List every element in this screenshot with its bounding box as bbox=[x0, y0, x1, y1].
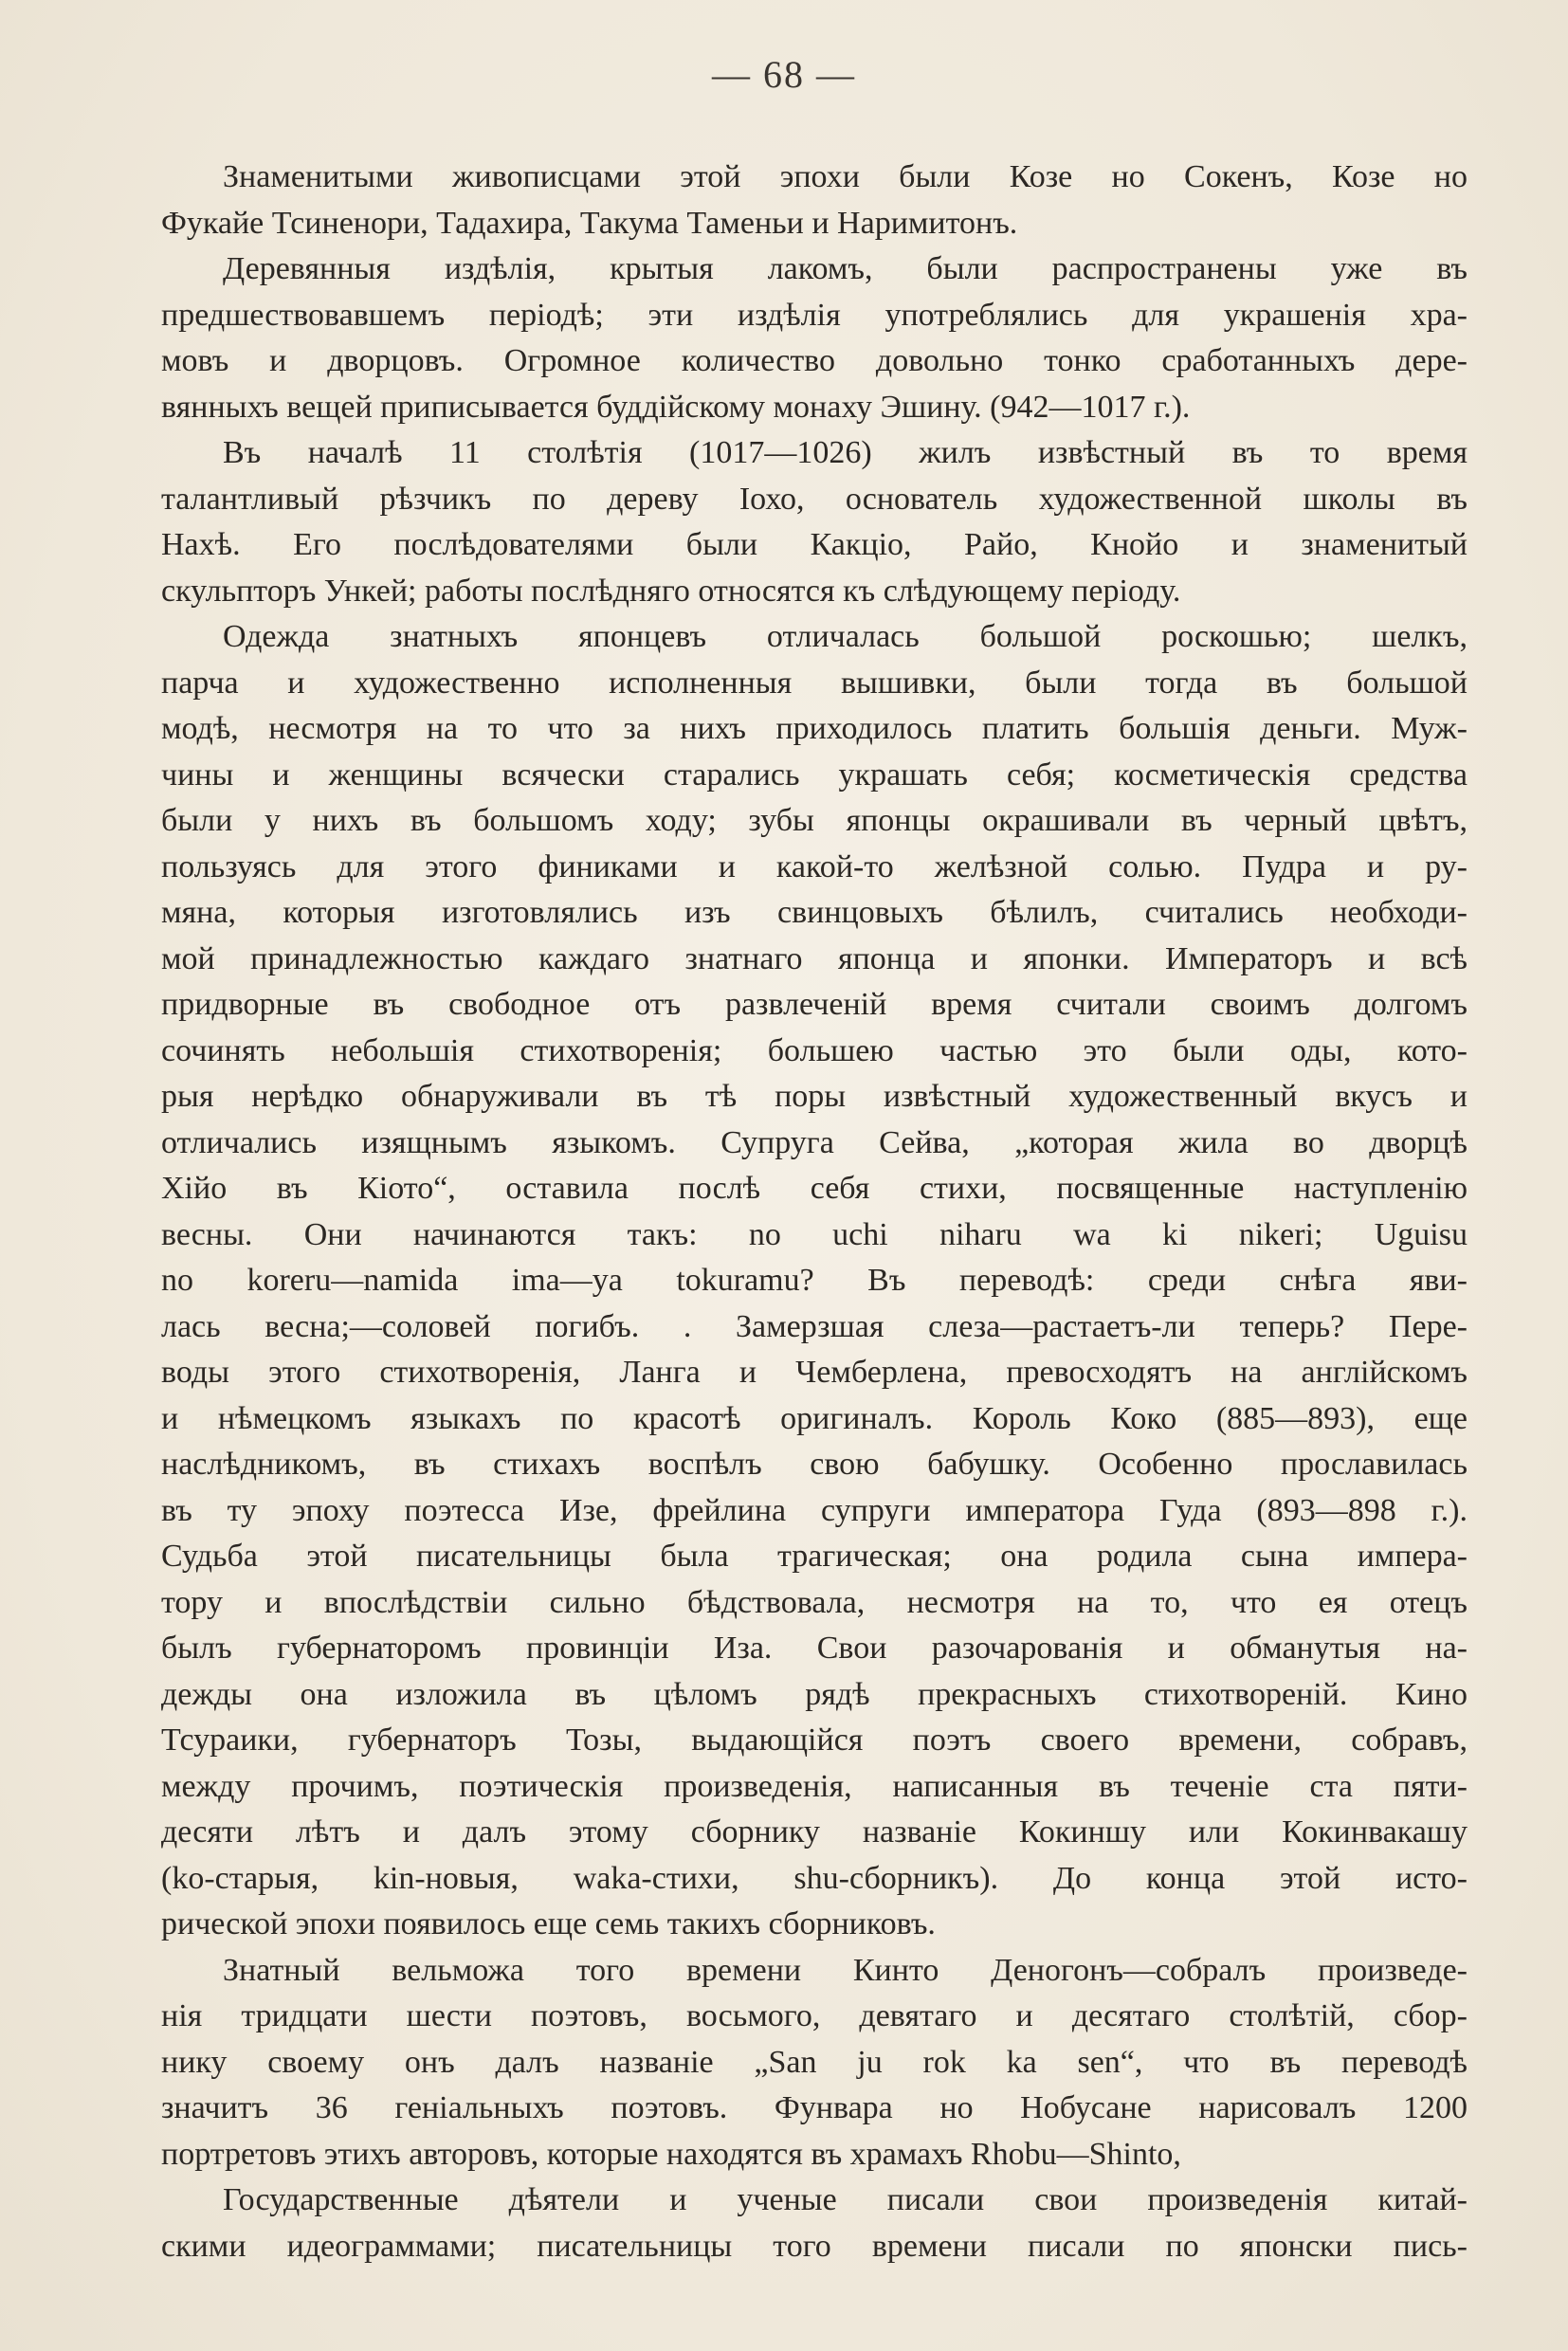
text-line: отличались изящнымъ языкомъ. Супруга Сейва, „которая жила во дворцѣ bbox=[161, 1124, 1468, 1160]
text-line: скими идеограммами; писательницы того времени писали по японски пись- bbox=[161, 2228, 1468, 2264]
body-text bbox=[161, 155, 1468, 2269]
text-line: были у нихъ въ большомъ ходу; зубы японцы окрашивали въ черный цвѣтъ, bbox=[161, 803, 1468, 838]
text-line: Въ началѣ 11 столѣтія (1017—1026) жилъ извѣстный въ то время bbox=[223, 435, 1468, 470]
text-line: Судьба этой писательницы была трагическая; она родила сына импера- bbox=[161, 1539, 1468, 1574]
text-line: весны. Они начинаются такъ: no uchi nihаru wa ki nikeri; Uguisu bbox=[161, 1216, 1468, 1252]
text-line: мовъ и дворцовъ. Огромное количество довольно тонко сработанныхъ дере- bbox=[161, 343, 1468, 378]
text-line: модѣ, несмотря на то что за нихъ приходилось платить большія деньги. Муж- bbox=[161, 711, 1468, 746]
text-line: вянныхъ вещей приписывается буддійскому монаху Эшину. (942—1017 г.). bbox=[161, 389, 1191, 425]
text-line: мяна, которыя изготовлялись изъ свинцовыхъ бѣлилъ, считались необходи- bbox=[161, 895, 1468, 930]
text-line: чины и женщины всячески старались украшать себя; косметическія средства bbox=[161, 756, 1468, 793]
text-line: рыя нерѣдко обнаруживали въ тѣ поры извѣстный художественный вкусъ и bbox=[161, 1079, 1468, 1114]
text-line: между прочимъ, поэтическія произведенія, написанныя въ теченіе ста пяти- bbox=[161, 1768, 1468, 1804]
text-line: и нѣмецкомъ языкахъ по красотѣ оригиналъ. Король Коко (885—893), еще bbox=[161, 1400, 1468, 1436]
text-line: Знатный вельможа того времени Кинто Деногонъ—собралъ произведе- bbox=[223, 1952, 1468, 1988]
text-line: Одежда знатныхъ японцевъ отличалась большой роскошью; шелкъ, bbox=[223, 619, 1468, 654]
text-line: талантливый рѣзчикъ по дереву Іохо, основатель художественной школы въ bbox=[161, 481, 1468, 517]
text-line: портретовъ этихъ авторовъ, которые находятся въ храмахъ Rhobu—Shinto, bbox=[161, 2136, 1181, 2172]
text-line: тору и впослѣдствіи сильно бѣдствовала, несмотря на то, что ея отецъ bbox=[161, 1584, 1468, 1620]
text-line: нику своему онъ далъ названіе „San ju rok ka sen“, что въ переводѣ bbox=[161, 2044, 1468, 2080]
text-line: пользуясь для этого финиками и какой-то желѣзной солью. Пудра и ру- bbox=[161, 848, 1468, 884]
text-line: Фукайе Тсиненори, Тадахира, Такума Таменьи и Наримитонъ. bbox=[161, 205, 1018, 241]
text-line: Нахѣ. Его послѣдователями были Какціо, Райо, Кнойо и знаменитый bbox=[161, 527, 1468, 562]
text-line: значитъ 36 геніальныхъ поэтовъ. Фунвара но Нобусане нарисовалъ 1200 bbox=[161, 2090, 1468, 2125]
text-line: сочинять небольшія стихотворенія; большею частью это были оды, кото- bbox=[161, 1032, 1468, 1068]
text-line: въ ту эпоху поэтесса Изе, фрейлина супруги императора Гуда (893—898 г.). bbox=[161, 1492, 1468, 1528]
text-line: Хійо въ Кіото“, оставила послѣ себя стихи, посвященные наступленію bbox=[161, 1171, 1468, 1206]
text-line: рической эпохи появилось еще семь такихъ сборниковъ. bbox=[161, 1906, 936, 1941]
text-line: скульпторъ Ункей; работы послѣдняго относятся къ слѣдующему періоду. bbox=[161, 573, 1181, 609]
text-line: Государственные дѣятели и ученые писали свои произведенія китай- bbox=[223, 2182, 1468, 2217]
text-line: придворные въ свободное отъ развлеченій время считали своимъ долгомъ bbox=[161, 987, 1468, 1022]
text-line: Деревянныя издѣлія, крытыя лакомъ, были распространены уже въ bbox=[223, 251, 1468, 286]
text-line: дежды она изложила въ цѣломъ рядѣ прекрасныхъ стихотвореній. Кино bbox=[161, 1676, 1468, 1712]
text-line: лась весна;—соловей погибъ. . Замерзшая слеза—растаетъ-ли теперь? Пере- bbox=[161, 1308, 1468, 1344]
text-line: парча и художественно исполненныя вышивки, были тогда въ большой bbox=[161, 665, 1468, 701]
text-line: былъ губернаторомъ провинціи Иза. Свои разочарованія и обманутыя на- bbox=[161, 1631, 1468, 1666]
text-line: нія тридцати шести поэтовъ, восьмого, девятаго и десятаго столѣтій, сбор- bbox=[161, 1998, 1468, 2033]
text-line: Знаменитыми живописцами этой эпохи были Козе но Сокенъ, Козе но bbox=[223, 159, 1468, 194]
text-line: no koreru—namida ima—ya tokuramu? Въ переводѣ: среди снѣга яви- bbox=[161, 1263, 1468, 1298]
text-line: воды этого стихотворенія, Ланга и Чемберлена, превосходятъ на англійскомъ bbox=[161, 1355, 1468, 1390]
text-line: предшествовавшемъ періодѣ; эти издѣлія употреблялись для украшенія хра- bbox=[161, 297, 1468, 333]
text-line: Тсураики, губернаторъ Тозы, выдающійся поэтъ своего времени, собравъ, bbox=[161, 1722, 1468, 1758]
text-line: (ko-старыя, kin-новыя, waka-стихи, shu-сборникъ). До конца этой исто- bbox=[161, 1860, 1468, 1896]
text-line: наслѣдникомъ, въ стихахъ воспѣлъ свою бабушку. Особенно прославилась bbox=[161, 1447, 1468, 1482]
page-number: — 68 — bbox=[712, 53, 856, 96]
text-line: мой принадлежностью каждаго знатнаго японца и японки. Императоръ и всѣ bbox=[161, 940, 1468, 976]
text-line: десяти лѣтъ и далъ этому сборнику названіе Кокиншу или Кокинвакашу bbox=[161, 1814, 1468, 1850]
